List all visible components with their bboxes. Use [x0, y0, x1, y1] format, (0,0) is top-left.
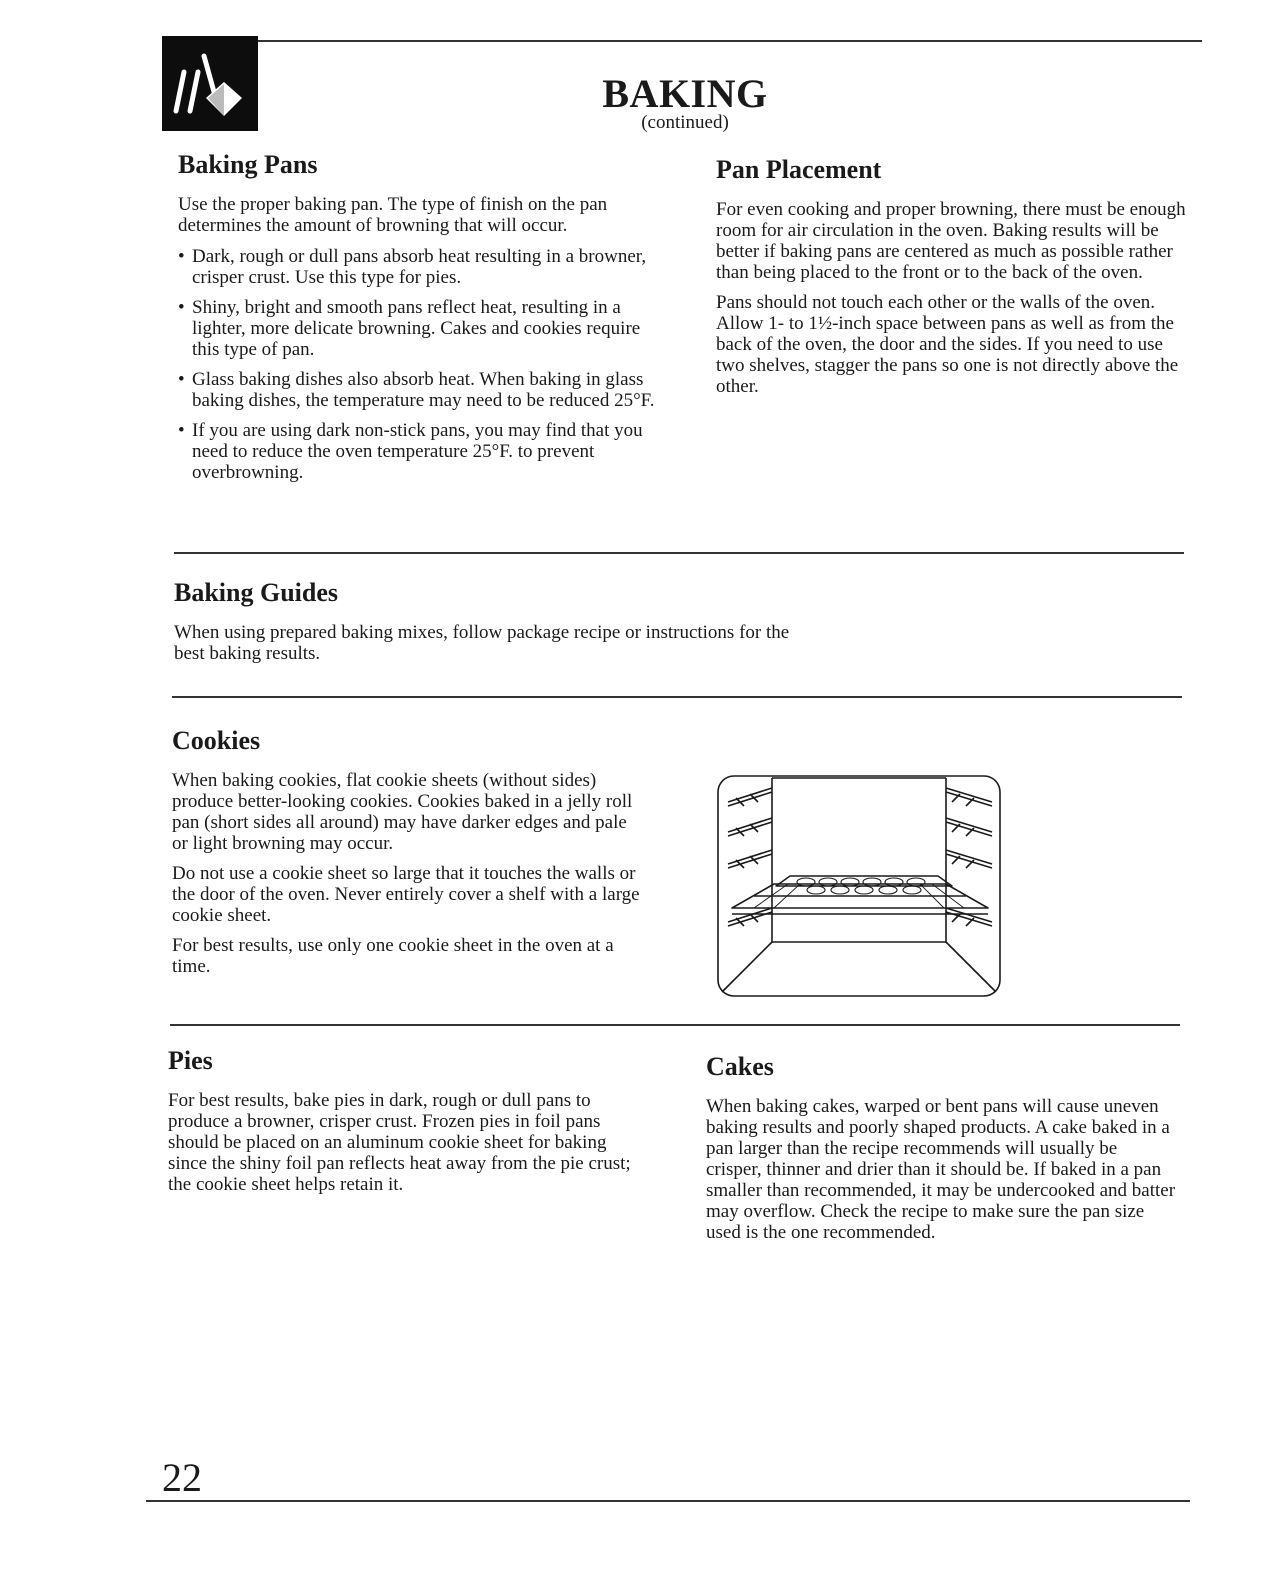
- cakes-text: When baking cakes, warped or bent pans will cause uneven baking results and poorly shaped products. A cake baked in a pan larger than the recipe recommends will usually be crisper, thinner and drier than it should be. If baked in a pan smaller than recommended, it may be undercooked and batter may overflow. Check the recipe to make sure the pan size used is the one recommended.: [706, 1096, 1176, 1243]
- pan-placement-heading: Pan Placement: [716, 155, 882, 184]
- cookies-paragraph: For best results, use only one cookie sheet in the oven at a time.: [172, 935, 614, 977]
- pies-text: For best results, bake pies in dark, rough or dull pans to produce a browner, crisper crust. Frozen pies in foil pans should be placed on an aluminum cookie sheet for baking since the shiny foil pan reflects heat away from the pie crust; the cookie sheet helps retain it.: [168, 1090, 631, 1195]
- pan-placement-paragraph: Pans should not touch each other or the walls of the oven. Allow 1- to 1½-inch space between pans as well as from the back of the oven, the door and the sides. If you need to use two shelves, stagger the pans so one is not directly above the other.: [716, 292, 1179, 397]
- cookies-heading: Cookies: [172, 726, 261, 755]
- bottom-rule: [146, 1500, 1190, 1502]
- cakes-section: [706, 1052, 1176, 1252]
- oven-illustration: [714, 772, 1004, 1000]
- page-title: BAKING: [602, 71, 768, 116]
- baking-guides-section: [174, 578, 814, 673]
- pies-heading: Pies: [168, 1046, 213, 1075]
- cookies-paragraph: Do not use a cookie sheet so large that it touches the walls or the door of the oven. Never entirely cover a shelf with a large cookie sheet.: [172, 863, 640, 926]
- cakes-heading: Cakes: [706, 1052, 774, 1081]
- baking-guides-text: When using prepared baking mixes, follow package recipe or instructions for the best baking results.: [174, 622, 790, 664]
- baking-pans-section: [178, 150, 658, 492]
- cookies-paragraph: When baking cookies, flat cookie sheets (without sides) produce better-looking cookies. Cookies baked in a jelly roll pan (short sides all around) may have darker edges and pale or light browning may occur.: [172, 770, 633, 854]
- hand-baking-icon: [162, 36, 258, 131]
- cookies-section: [172, 726, 642, 986]
- page-number: 22: [162, 1455, 202, 1500]
- list-item: • Shiny, bright and smooth pans reflect heat, resulting in a lighter, more delicate browning. Cakes and cookies require this type of pan.: [178, 297, 658, 360]
- list-item: • Dark, rough or dull pans absorb heat resulting in a browner, crisper crust. Use this type for pies.: [178, 246, 658, 288]
- baking-pans-heading: Baking Pans: [178, 150, 318, 179]
- pan-placement-paragraph: For even cooking and proper browning, there must be enough room for air circulation in the oven. Baking results will be better if baking pans are centered as much as possible rather than being placed to the front or to the back of the oven.: [716, 199, 1186, 283]
- pies-section: [168, 1046, 638, 1204]
- list-item: • Glass baking dishes also absorb heat. When baking in glass baking dishes, the temperature may need to be reduced 25°F.: [178, 369, 658, 411]
- top-rule: [168, 40, 1202, 42]
- baking-guides-heading: Baking Guides: [174, 578, 339, 607]
- page-subtitle: (continued): [641, 112, 729, 133]
- section-divider: [174, 552, 1184, 554]
- section-divider: [172, 696, 1182, 698]
- list-item: • If you are using dark non-stick pans, you may find that you need to reduce the oven temperature 25°F. to prevent overbrowning.: [178, 420, 658, 483]
- section-divider: [170, 1024, 1180, 1026]
- pan-placement-section: [716, 155, 1186, 406]
- baking-pans-intro: Use the proper baking pan. The type of finish on the pan determines the amount of browning that will occur.: [178, 194, 608, 236]
